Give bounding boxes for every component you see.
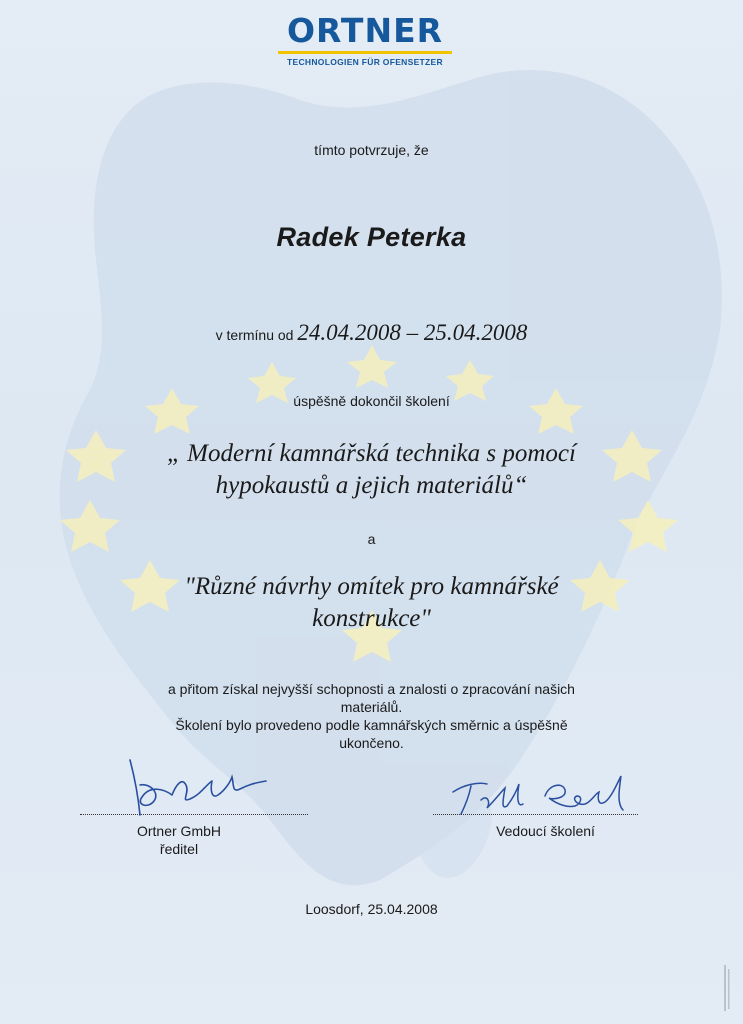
paper-edge-mark	[720, 965, 734, 1015]
trainer-signature-line	[433, 814, 638, 815]
director-role: ředitel	[159, 841, 199, 857]
term-dates: 24.04.2008 – 25.04.2008	[297, 320, 528, 345]
intro-text: tímto potvrzuje, že	[314, 142, 429, 158]
trainer-signature	[445, 770, 635, 820]
body-paragraph	[0, 680, 743, 752]
body-line-2: materiálů.	[340, 699, 403, 715]
trainer-label	[433, 822, 658, 840]
director-signature-line	[80, 814, 308, 815]
logo-tagline: TECHNOLOGIEN FÜR OFENSETZER	[287, 57, 443, 67]
body-line-4: ukončeno.	[339, 735, 404, 751]
place-and-date: Loosdorf, 25.04.2008	[305, 901, 438, 917]
course-2-line-1: "Různé návrhy omítek pro kamnářské	[184, 573, 559, 600]
director-company: Ortner GmbH	[136, 823, 221, 839]
course-1-line-1: „ Moderní kamnářská technika s pomocí	[167, 440, 576, 467]
logo-yellow-bar	[278, 51, 452, 54]
term-line	[0, 320, 743, 346]
body-line-3: Školení bylo provedeno podle kamnářských směrnic a úspěšně	[175, 717, 568, 733]
course-title-1	[0, 438, 743, 502]
course-2-line-2: konstrukce"	[312, 605, 431, 632]
completed-text: úspěšně dokončil školení	[293, 393, 450, 409]
director-signature	[120, 755, 280, 820]
director-label	[80, 822, 278, 858]
course-1-line-2: hypokaustů a jejich materiálů“	[215, 472, 528, 499]
recipient-name: Radek Peterka	[276, 222, 467, 252]
trainer-role: Vedoucí školení	[496, 823, 595, 839]
conjunction: a	[367, 531, 376, 547]
logo-wordmark: ORTNER	[286, 11, 444, 50]
body-line-1: a přitom získal nejvyšší schopnosti a znalosti o zpracování našich	[168, 681, 575, 697]
ortner-logo	[270, 12, 460, 67]
course-title-2	[0, 571, 743, 635]
term-prefix: v termínu od	[215, 327, 294, 343]
